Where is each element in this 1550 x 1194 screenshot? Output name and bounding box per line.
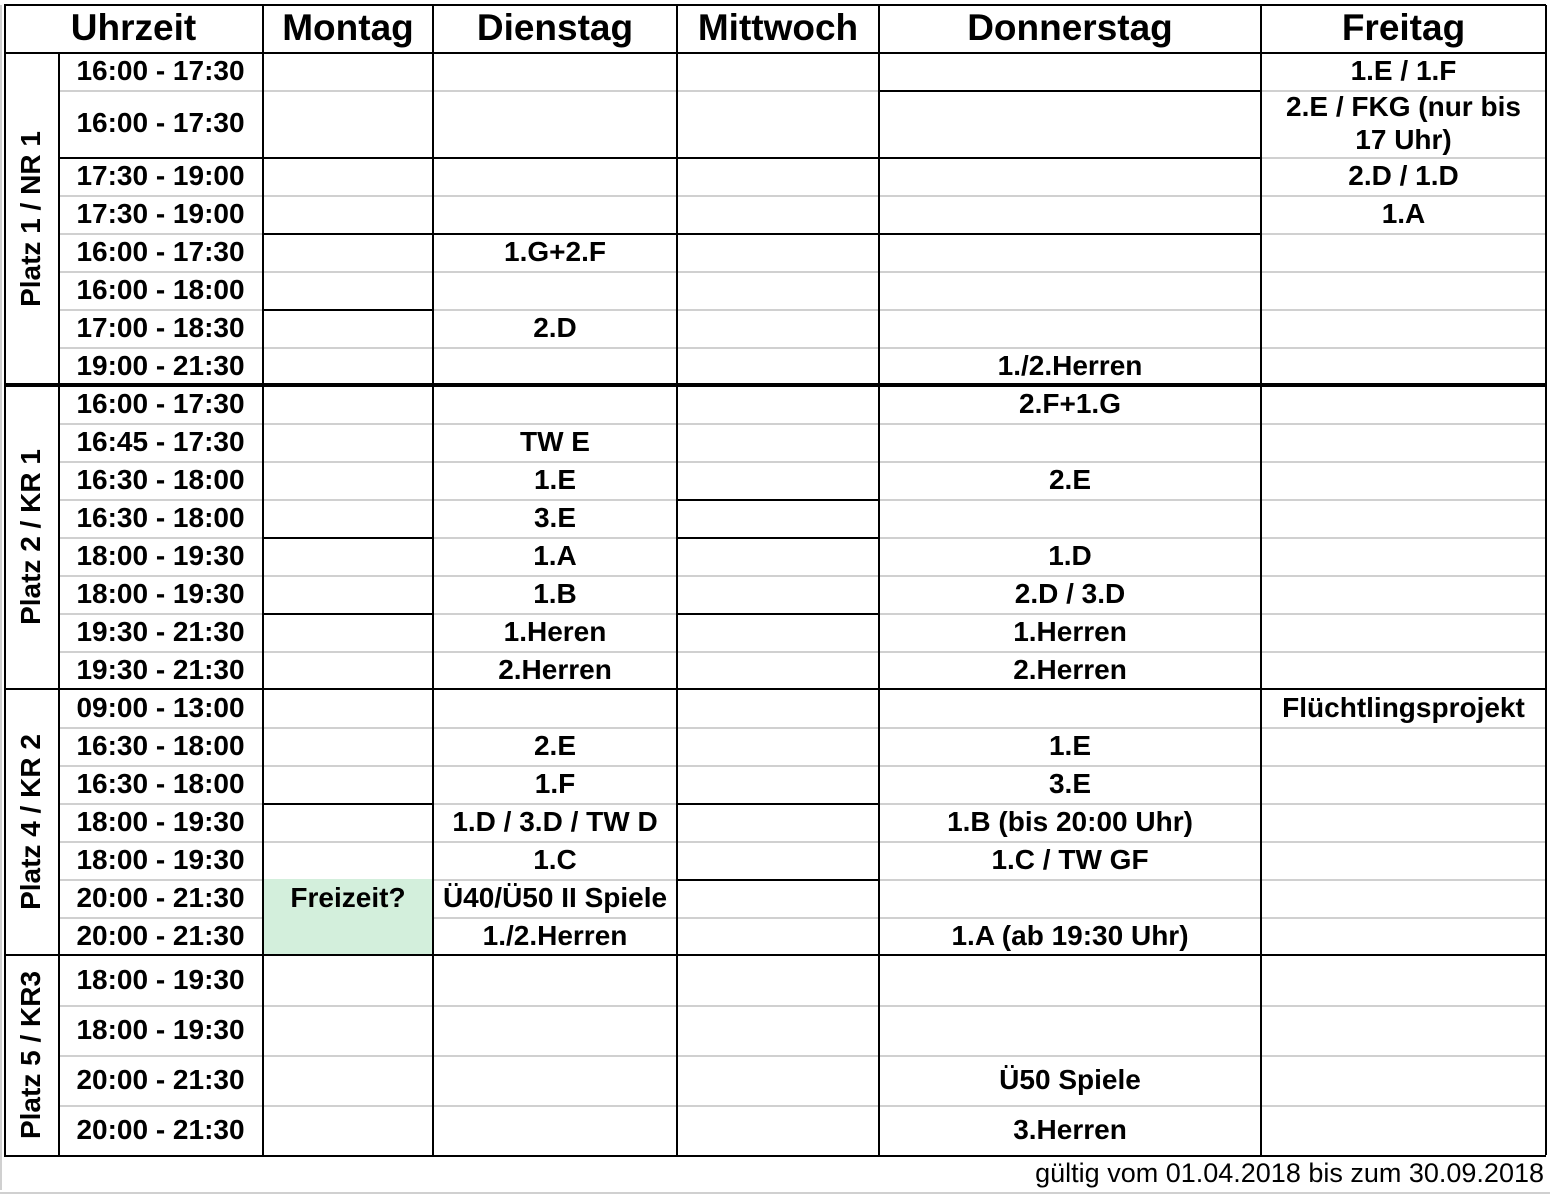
schedule-cell <box>263 1105 433 1155</box>
time-slot: 16:30 - 18:00 <box>76 729 245 761</box>
schedule-cell: 3.E <box>1048 767 1092 799</box>
schedule-cell <box>677 841 879 879</box>
schedule-cell <box>879 1005 1261 1055</box>
schedule-cell <box>263 195 433 233</box>
cell-divider <box>263 309 433 311</box>
schedule-cell <box>433 385 677 423</box>
time-slot: 16:00 - 17:30 <box>76 387 245 419</box>
header-day-0: Montag <box>282 7 414 49</box>
schedule-cell <box>263 765 433 803</box>
schedule-cell: 2.D / 1.D <box>1348 159 1459 191</box>
schedule-cell <box>677 461 879 499</box>
schedule-cell: Ü40/Ü50 II Spiele <box>442 881 668 913</box>
cell-divider <box>263 537 433 539</box>
schedule-cell <box>879 233 1261 271</box>
schedule-cell: 1.G+2.F <box>504 235 606 267</box>
cell-divider <box>263 233 1261 235</box>
schedule-cell: 2.E <box>1048 463 1092 495</box>
schedule-cell <box>263 803 433 841</box>
schedule-cell <box>433 271 677 309</box>
schedule-cell <box>433 52 677 90</box>
time-slot: 16:00 - 17:30 <box>76 54 245 86</box>
header-day-4: Freitag <box>1341 7 1466 49</box>
schedule-cell <box>677 90 879 157</box>
time-slot: 16:00 - 18:00 <box>76 273 245 305</box>
schedule-cell <box>1261 499 1546 537</box>
section-divider <box>4 688 1546 690</box>
schedule-cell <box>677 1005 879 1055</box>
time-slot: 16:30 - 18:00 <box>76 501 245 533</box>
time-slot: 18:00 - 19:30 <box>76 805 245 837</box>
col-divider <box>262 5 264 1155</box>
schedule-cell <box>677 803 879 841</box>
schedule-cell <box>879 271 1261 309</box>
time-slot: 18:00 - 19:30 <box>76 577 245 609</box>
schedule-cell: 1.A (ab 19:30 Uhr) <box>951 919 1189 951</box>
schedule-cell: 1.E <box>1048 729 1092 761</box>
schedule-cell <box>263 651 433 689</box>
schedule-cell <box>433 347 677 385</box>
schedule-cell <box>677 575 879 613</box>
schedule-cell <box>879 195 1261 233</box>
schedule-cell <box>677 52 879 90</box>
schedule-cell <box>263 347 433 385</box>
section-divider <box>4 954 1546 956</box>
time-slot: 19:00 - 21:30 <box>76 349 245 381</box>
time-slot: 19:30 - 21:30 <box>76 653 245 685</box>
schedule-cell <box>1261 1005 1546 1055</box>
schedule-cell <box>1261 955 1546 1005</box>
schedule-cell: TW E <box>520 425 590 457</box>
schedule-cell <box>263 917 433 955</box>
schedule-cell: 1.A <box>1381 197 1426 229</box>
time-slot: 19:30 - 21:30 <box>76 615 245 647</box>
schedule-cell <box>263 1055 433 1105</box>
section-label: Platz 5 / KR3 <box>15 970 46 1140</box>
schedule-cell <box>433 1055 677 1105</box>
cell-divider <box>677 613 879 615</box>
time-slot: 09:00 - 13:00 <box>76 691 245 723</box>
schedule-cell: 1.E / 1.F <box>1350 54 1457 86</box>
header-time-label: Uhrzeit <box>70 7 197 49</box>
schedule-cell <box>677 1055 879 1105</box>
schedule-cell <box>1261 727 1546 765</box>
schedule-cell <box>263 52 433 90</box>
time-slot: 18:00 - 19:30 <box>76 963 245 995</box>
col-divider <box>676 5 678 1155</box>
schedule-cell: Freizeit? <box>263 879 433 917</box>
col-divider <box>878 5 880 1155</box>
schedule-cell <box>1261 651 1546 689</box>
schedule-cell <box>263 461 433 499</box>
schedule-cell <box>1261 841 1546 879</box>
schedule-cell <box>263 233 433 271</box>
schedule-cell: 2.Herren <box>498 653 612 685</box>
schedule-cell: 2.D / 3.D <box>1014 577 1126 609</box>
schedule-cell <box>677 195 879 233</box>
schedule-cell <box>677 765 879 803</box>
schedule-cell <box>433 157 677 195</box>
schedule-cell <box>677 613 879 651</box>
schedule-cell: 2.E <box>533 729 577 761</box>
section-label: Platz 4 / KR 2 <box>15 734 46 910</box>
schedule-cell: 1./2.Herren <box>997 349 1143 381</box>
time-slot: 16:00 - 17:30 <box>76 107 245 139</box>
cell-divider <box>879 90 1261 92</box>
section-label: Platz 1 / NR 1 <box>15 130 46 307</box>
schedule-cell <box>677 651 879 689</box>
schedule-cell: 2.D <box>533 311 577 343</box>
schedule-cell <box>879 157 1261 195</box>
validity-footer: gültig vom 01.04.2018 bis zum 30.09.2018 <box>1035 1158 1544 1188</box>
schedule-cell <box>677 727 879 765</box>
time-slot: 16:30 - 18:00 <box>76 463 245 495</box>
schedule-cell <box>879 499 1261 537</box>
schedule-cell <box>1261 309 1546 347</box>
schedule-cell <box>433 955 677 1005</box>
section-label: Platz 2 / KR 1 <box>15 449 46 625</box>
schedule-cell: 1.C <box>533 843 577 875</box>
schedule-cell: 2.Herren <box>1013 653 1127 685</box>
schedule-cell <box>879 52 1261 90</box>
col-divider <box>1545 5 1547 1155</box>
time-slot: 17:30 - 19:00 <box>76 197 245 229</box>
schedule-cell <box>263 689 433 727</box>
schedule-cell <box>1261 233 1546 271</box>
schedule-cell <box>1261 461 1546 499</box>
schedule-cell: 1.D / 3.D / TW D <box>452 805 658 837</box>
schedule-cell <box>879 689 1261 727</box>
schedule-cell <box>677 917 879 955</box>
schedule-cell <box>1261 575 1546 613</box>
time-slot: 20:00 - 21:30 <box>76 919 245 951</box>
time-slot: 17:00 - 18:30 <box>76 311 245 343</box>
header-day-3: Donnerstag <box>967 7 1173 49</box>
schedule-cell <box>1261 385 1546 423</box>
time-slot: 20:00 - 21:30 <box>76 881 245 913</box>
cell-divider <box>263 803 433 805</box>
schedule-cell <box>433 1005 677 1055</box>
schedule-cell: Ü50 Spiele <box>999 1063 1141 1095</box>
cell-divider <box>58 157 1261 159</box>
schedule-cell <box>879 879 1261 917</box>
schedule-cell: 2.E / FKG (nur bis 17 Uhr) <box>1286 91 1521 155</box>
header-day-1: Dienstag <box>476 7 634 49</box>
schedule-cell <box>677 1105 879 1155</box>
schedule-cell <box>1261 765 1546 803</box>
schedule-cell <box>1261 1055 1546 1105</box>
schedule-cell: 1.E <box>533 463 577 495</box>
col-divider <box>432 5 434 1155</box>
schedule-cell: 1.F <box>534 767 576 799</box>
schedule-cell: 1.D <box>1048 539 1092 571</box>
time-slot: 18:00 - 19:30 <box>76 843 245 875</box>
schedule-cell <box>677 385 879 423</box>
schedule-cell: 1.B <box>533 577 577 609</box>
cell-divider <box>677 879 879 881</box>
cell-divider <box>677 537 879 539</box>
schedule-cell: Flüchtlingsprojekt <box>1282 691 1525 723</box>
time-slot: 16:30 - 18:00 <box>76 767 245 799</box>
schedule-cell <box>677 423 879 461</box>
time-slot: 18:00 - 19:30 <box>76 1013 245 1045</box>
schedule-cell <box>677 157 879 195</box>
schedule-cell <box>263 613 433 651</box>
table-top-border <box>4 4 1546 6</box>
schedule-cell <box>1261 423 1546 461</box>
schedule-cell <box>263 537 433 575</box>
time-slot: 20:00 - 21:30 <box>76 1113 245 1145</box>
schedule-cell <box>1261 917 1546 955</box>
schedule-cell: 1.A <box>533 539 577 571</box>
schedule-cell <box>263 841 433 879</box>
schedule-cell <box>1261 879 1546 917</box>
schedule-cell: 1.Herren <box>1013 615 1127 647</box>
schedule-cell: 2.F+1.G <box>1019 387 1121 419</box>
schedule-cell <box>677 271 879 309</box>
time-slot: 16:00 - 17:30 <box>76 235 245 267</box>
time-slot: 18:00 - 19:30 <box>76 539 245 571</box>
schedule-cell: 1./2.Herren <box>482 919 628 951</box>
schedule-cell <box>433 689 677 727</box>
cell-divider <box>677 499 879 501</box>
col-divider <box>1260 5 1262 1155</box>
schedule-cell <box>879 423 1261 461</box>
schedule-cell <box>263 499 433 537</box>
schedule-cell: 3.Herren <box>1013 1113 1127 1145</box>
schedule-cell <box>433 90 677 157</box>
schedule-cell <box>677 955 879 1005</box>
schedule-cell <box>677 537 879 575</box>
cell-divider <box>677 803 879 805</box>
table-bottom-border <box>4 1155 1546 1157</box>
time-slot: 20:00 - 21:30 <box>76 1063 245 1095</box>
schedule-cell <box>879 309 1261 347</box>
schedule-cell: 1.Heren <box>503 615 607 647</box>
schedule-cell <box>263 955 433 1005</box>
header-day-2: Mittwoch <box>697 7 859 49</box>
schedule-cell <box>263 385 433 423</box>
page-left-border <box>0 5 2 1190</box>
schedule-cell <box>879 90 1261 157</box>
schedule-cell <box>677 233 879 271</box>
schedule-cell <box>677 879 879 917</box>
schedule-cell <box>263 423 433 461</box>
schedule-cell <box>1261 1105 1546 1155</box>
schedule-cell: 1.C / TW GF <box>991 843 1149 875</box>
schedule-cell <box>1261 271 1546 309</box>
schedule-cell: 3.E <box>533 501 577 533</box>
schedule-cell <box>677 689 879 727</box>
col-divider <box>58 52 60 1155</box>
schedule-cell <box>677 347 879 385</box>
schedule-cell <box>263 309 433 347</box>
schedule-cell <box>263 90 433 157</box>
schedule-cell <box>1261 537 1546 575</box>
cell-divider <box>263 613 433 615</box>
time-slot: 17:30 - 19:00 <box>76 159 245 191</box>
schedule-cell <box>1261 803 1546 841</box>
schedule-cell <box>1261 347 1546 385</box>
schedule-cell <box>1261 613 1546 651</box>
schedule-cell <box>677 309 879 347</box>
schedule-cell <box>263 727 433 765</box>
time-slot: 16:45 - 17:30 <box>76 425 245 457</box>
schedule-cell <box>433 195 677 233</box>
schedule-cell <box>677 499 879 537</box>
schedule-cell <box>263 1005 433 1055</box>
schedule-cell <box>433 1105 677 1155</box>
schedule-cell <box>263 575 433 613</box>
col-divider <box>4 5 6 1155</box>
section-divider <box>4 383 1546 387</box>
schedule-cell <box>263 157 433 195</box>
schedule-cell <box>263 271 433 309</box>
header-divider <box>4 52 1546 54</box>
schedule-cell: 1.B (bis 20:00 Uhr) <box>947 805 1193 837</box>
schedule-cell <box>879 955 1261 1005</box>
